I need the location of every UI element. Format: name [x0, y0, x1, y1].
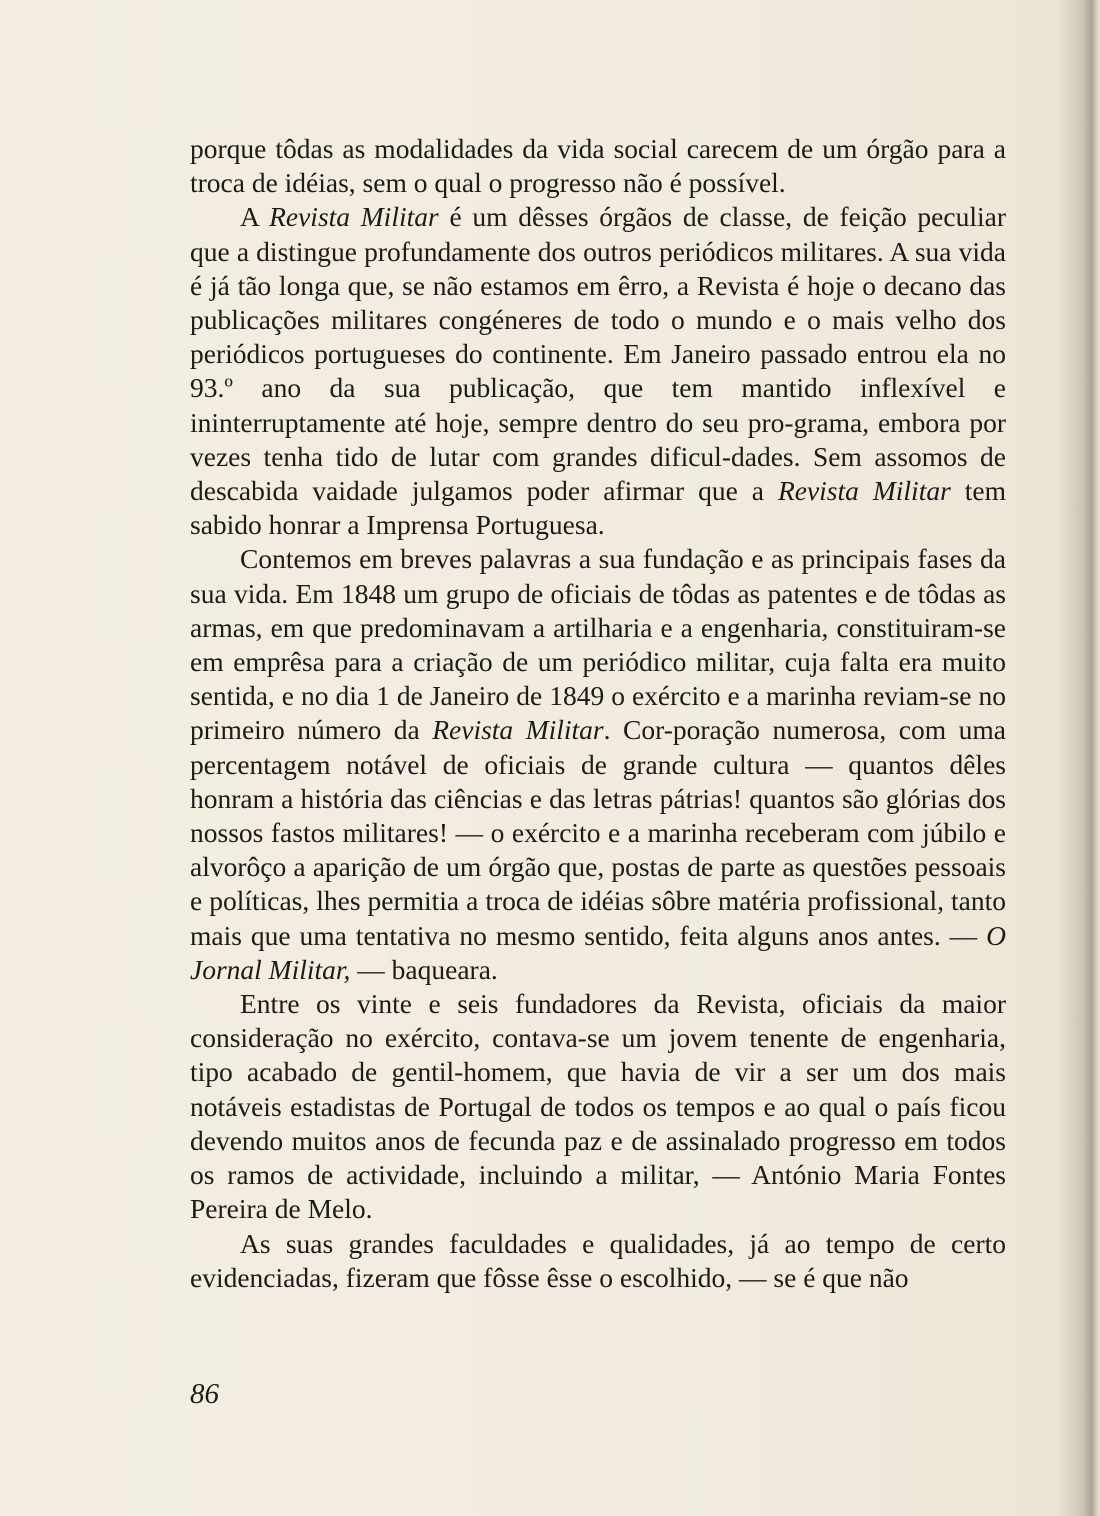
paragraph-2: [190, 200, 1006, 542]
paragraph-2-run-1: A: [240, 201, 270, 233]
paragraph-1-run-1: porque tôdas as modalidades da vida social carecem de um órgão para a troca de idéias, sem o qual o progresso não é possível.: [190, 133, 1006, 199]
paragraph-5-run-1: As suas grandes faculdades e qualidades, já ao tempo de certo evidenciadas, fizeram que fôsse êsse o escolhido, — se é que não: [190, 1227, 1006, 1293]
paragraph-5: [190, 1227, 1006, 1295]
paragraph-2-run-3: é um dêsses órgãos de classe, de feição peculiar que a distingue profundamente dos outros periódicos militares. A sua vida é já tão longa que, se não estamos em êrro, a Revista é hoje o decano das publicações militares congéneres de todo o mundo e o mais velho dos periódicos portugueses do continente. Em Janeiro passado entrou ela no 93.º ano da sua publicação, que tem mantido inflexível e ininterruptamente até hoje, sempre dentro do seu pro-grama, embora por vezes tenha tido de lutar com grandes dificul-dades. Sem assomos de descabida vaidade julgamos poder afirmar que a: [190, 201, 1006, 507]
binding-shadow: [1084, 0, 1100, 1516]
paragraph-2-run-5: tem sabido honrar a Imprensa Portuguesa.: [190, 475, 1006, 541]
page-number: 86: [190, 1378, 219, 1410]
paragraph-4: [190, 987, 1006, 1226]
paragraph-2-run-4: Revista Militar: [777, 475, 951, 507]
paragraph-3-run-4: O Jornal Militar,: [190, 919, 1006, 985]
paragraph-3-run-5: — baqueara.: [350, 953, 498, 985]
paragraph-3: [190, 542, 1006, 987]
paragraph-4-run-1: Entre os vinte e seis fundadores da Revista, oficiais da maior consideração no exército, contava-se um jovem tenente de engenharia, tipo acabado de gentil-homem, que havia de vir a ser um dos mais notáveis estadistas de Portugal de todos os tempos e ao qual o país ficou devendo muitos anos de fecunda paz e de assinalado progresso em todos os ramos de actividade, incluindo a militar, — António Maria Fontes Pereira de Melo.: [190, 988, 1006, 1225]
paragraph-3-run-1: Contemos em breves palavras a sua fundação e as principais fases da sua vida. Em 1848 um grupo de oficiais de tôdas as patentes e de tôdas as armas, em que predominavam a artilharia e a engenharia, constituiram-se em emprêsa para a criação de um periódico militar, cuja falta era muito sentida, e no dia 1 de Janeiro de 1849 o exército e a marinha reviam-se no primeiro número da: [190, 543, 1006, 746]
paragraph-1: [190, 132, 1006, 200]
paragraph-3-run-2: Revista Militar: [432, 714, 604, 746]
paragraph-3-run-3: . Cor-poração numerosa, com uma percentagem notável de oficiais de grande cultura — quantos dêles honram a história das ciências e das letras pátrias! quantos são glórias dos nossos fastos militares! — o exército e a marinha receberam com júbilo e alvorôço a aparição de um órgão que, postas de parte as questões pessoais e políticas, lhes permitia a troca de idéias sôbre matéria profissional, tanto mais que uma tentativa no mesmo sentido, feita alguns anos antes. —: [190, 714, 1006, 951]
paragraph-2-run-2: Revista Militar: [269, 201, 439, 233]
body-text: [190, 132, 1006, 1295]
